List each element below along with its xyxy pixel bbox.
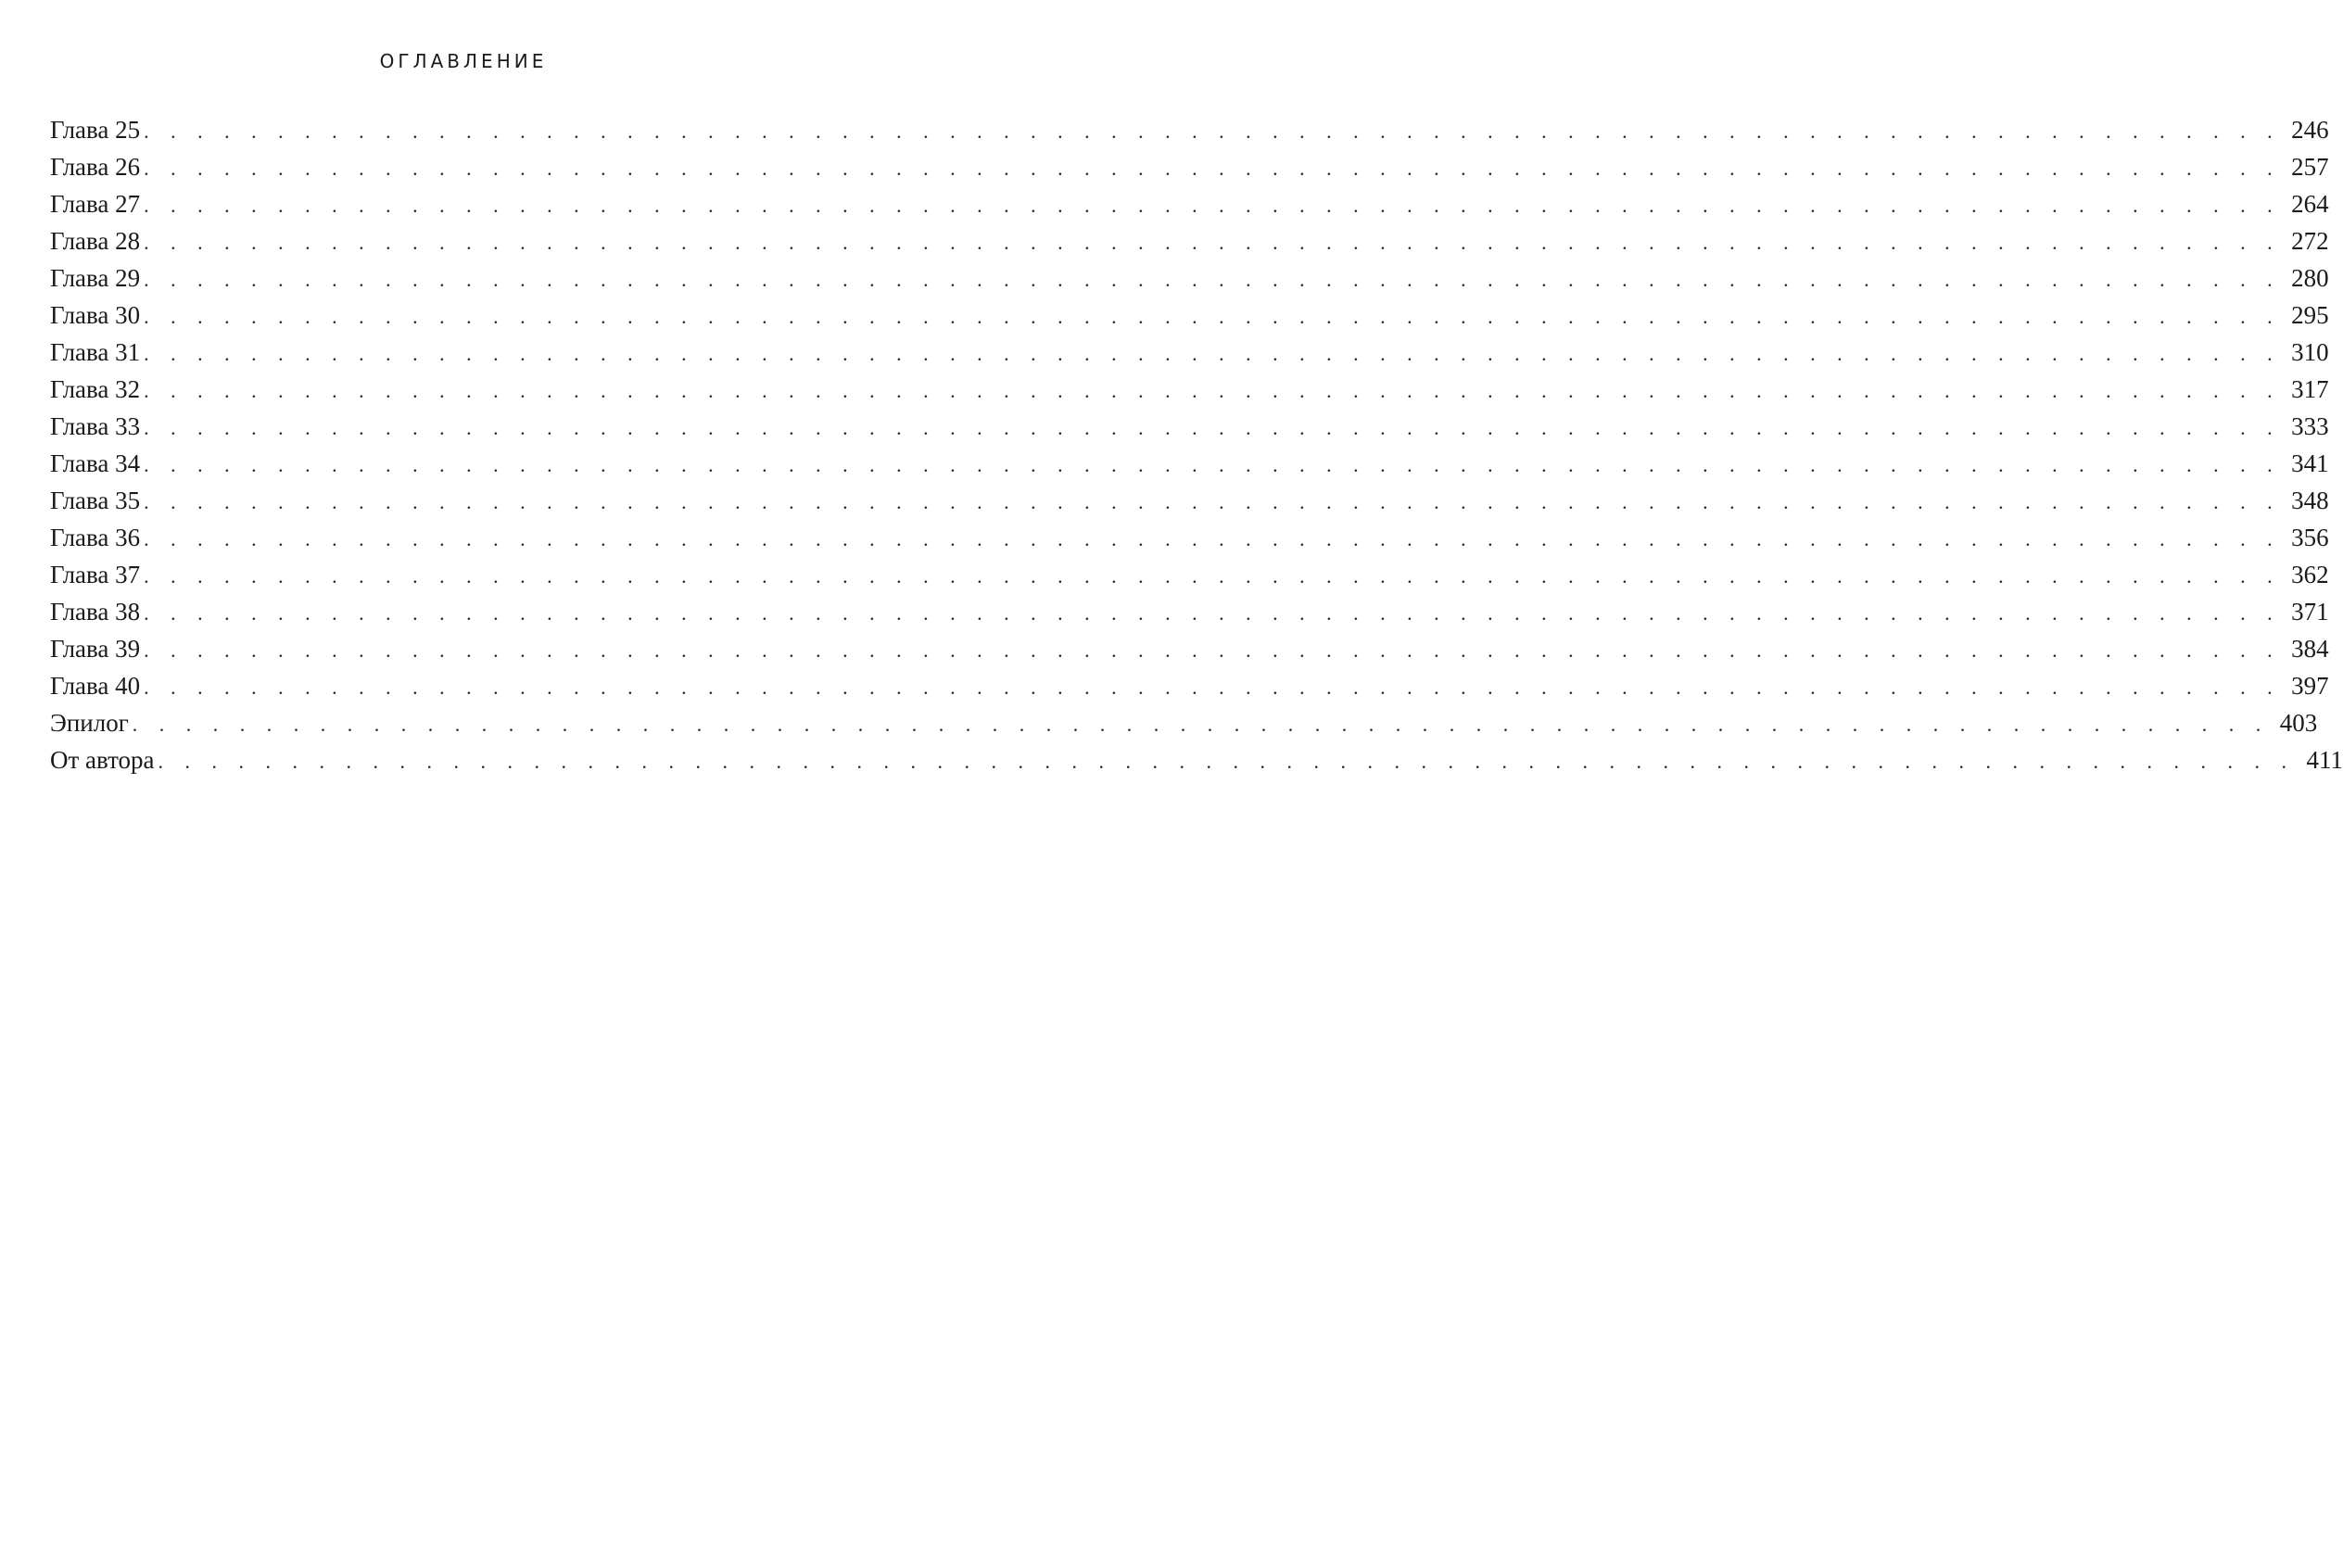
toc-entry-title: Глава 33 bbox=[50, 412, 141, 440]
toc-entry bbox=[50, 297, 2329, 334]
toc-entry-page-number: 411 bbox=[2306, 746, 2343, 774]
toc-dot-leader: . . . . . . . . . . . . . . . . . . . . . . . . . . . . . . . . . . . . . . . . . . . . . . . . . . . . . . . . . . . . . . . . . . . . . . . . . . . . . . . . bbox=[144, 564, 2281, 588]
toc-dot-leader: . . . . . . . . . . . . . . . . . . . . . . . . . . . . . . . . . . . . . . . . . . . . . . . . . . . . . . . . . . . . . . . . . . . . . . . . . . . . . . . . bbox=[144, 490, 2281, 513]
toc-entry-title: Глава 38 bbox=[50, 598, 141, 626]
toc-entry bbox=[50, 408, 2329, 445]
toc-entry-page-number: 295 bbox=[2291, 301, 2329, 329]
toc-entry-page-number: 403 bbox=[2279, 709, 2318, 737]
toc-entry-page-number: 341 bbox=[2291, 449, 2329, 477]
toc-entry-title: Глава 34 bbox=[50, 449, 141, 477]
toc-entry-title: Глава 32 bbox=[50, 375, 141, 403]
toc-entry-page-number: 333 bbox=[2291, 412, 2329, 440]
toc-dot-leader: . . . . . . . . . . . . . . . . . . . . . . . . . . . . . . . . . . . . . . . . . . . . . . . . . . . . . . . . . . . . . . . . . . . . . . . . . . . . . . . . bbox=[144, 120, 2281, 143]
toc-entry-title: Глава 36 bbox=[50, 524, 141, 551]
toc-entry bbox=[50, 482, 2329, 519]
toc-dot-leader: . . . . . . . . . . . . . . . . . . . . . . . . . . . . . . . . . . . . . . . . . . . . . . . . . . . . . . . . . . . . . . . . . . . . . . . . . . . . . . . . bbox=[144, 342, 2281, 365]
toc-entry bbox=[50, 111, 2329, 148]
toc-dot-leader: . . . . . . . . . . . . . . . . . . . . . . . . . . . . . . . . . . . . . . . . . . . . . . . . . . . . . . . . . . . . . . . . . . . . . . . . . . . . . . . . bbox=[144, 639, 2281, 662]
toc-entry bbox=[50, 222, 2329, 259]
toc-dot-leader: . . . . . . . . . . . . . . . . . . . . . . . . . . . . . . . . . . . . . . . . . . . . . . . . . . . . . . . . . . . . . . . . . . . . . . . . . . . . . . . . bbox=[144, 231, 2281, 254]
toc-entry-page-number: 362 bbox=[2291, 561, 2329, 588]
toc-entry bbox=[50, 556, 2329, 593]
toc-dot-leader: . . . . . . . . . . . . . . . . . . . . . . . . . . . . . . . . . . . . . . . . . . . . . . . . . . . . . . . . . . . . . . . . . . . . . . . . . . . . . . . . bbox=[144, 194, 2281, 217]
toc-dot-leader: . . . . . . . . . . . . . . . . . . . . . . . . . . . . . . . . . . . . . . . . . . . . . . . . . . . . . . . . . . . . . . . . . . . . . . . . . . . . . . . . bbox=[144, 268, 2281, 291]
toc-dot-leader: . . . . . . . . . . . . . . . . . . . . . . . . . . . . . . . . . . . . . . . . . . . . . . . . . . . . . . . . . . . . . . . . . . . . . . . . . . . . . . . . bbox=[144, 157, 2281, 180]
toc-entry bbox=[50, 630, 2329, 667]
toc-entry-page-number: 317 bbox=[2291, 375, 2329, 403]
toc-dot-leader: . . . . . . . . . . . . . . . . . . . . . . . . . . . . . . . . . . . . . . . . . . . . . . . . . . . . . . . . . . . . . . . . . . . . . . . . . . . . . . . . bbox=[144, 305, 2281, 328]
toc-entry-page-number: 257 bbox=[2291, 153, 2329, 181]
toc-entry-title: Глава 37 bbox=[50, 561, 141, 588]
toc-entry-page-number: 397 bbox=[2291, 672, 2329, 700]
toc-entry-title: Глава 27 bbox=[50, 190, 141, 218]
table-of-contents bbox=[50, 111, 2343, 778]
toc-entry-page-number: 280 bbox=[2291, 264, 2329, 292]
toc-dot-leader: . . . . . . . . . . . . . . . . . . . . . . . . . . . . . . . . . . . . . . . . . . . . . . . . . . . . . . . . . . . . . . . . . . . . . . . . . . . . . . . . bbox=[132, 713, 2270, 736]
toc-dot-leader: . . . . . . . . . . . . . . . . . . . . . . . . . . . . . . . . . . . . . . . . . . . . . . . . . . . . . . . . . . . . . . . . . . . . . . . . . . . . . . . . bbox=[144, 676, 2281, 699]
page-title: ОГЛАВЛЕНИЕ bbox=[379, 50, 548, 72]
toc-entry-title: Глава 31 bbox=[50, 338, 141, 366]
toc-entry-page-number: 348 bbox=[2291, 487, 2329, 514]
toc-entry bbox=[50, 445, 2329, 482]
toc-entry-title: Глава 40 bbox=[50, 672, 141, 700]
toc-entry-page-number: 272 bbox=[2291, 227, 2329, 255]
toc-entry-title: Глава 35 bbox=[50, 487, 141, 514]
toc-dot-leader: . . . . . . . . . . . . . . . . . . . . . . . . . . . . . . . . . . . . . . . . . . . . . . . . . . . . . . . . . . . . . . . . . . . . . . . . . . . . . . . . bbox=[144, 379, 2281, 402]
toc-dot-leader: . . . . . . . . . . . . . . . . . . . . . . . . . . . . . . . . . . . . . . . . . . . . . . . . . . . . . . . . . . . . . . . . . . . . . . . . . . . . . . . . bbox=[144, 453, 2281, 476]
toc-entry-title: Глава 29 bbox=[50, 264, 141, 292]
toc-entry bbox=[50, 704, 2318, 741]
toc-entry-page-number: 310 bbox=[2291, 338, 2329, 366]
toc-dot-leader: . . . . . . . . . . . . . . . . . . . . . . . . . . . . . . . . . . . . . . . . . . . . . . . . . . . . . . . . . . . . . . . . . . . . . . . . . . . . . . . . bbox=[158, 750, 2296, 773]
toc-entry-page-number: 384 bbox=[2291, 635, 2329, 663]
toc-entry bbox=[50, 519, 2329, 556]
toc-entry bbox=[50, 741, 2343, 778]
toc-entry bbox=[50, 371, 2329, 408]
toc-entry bbox=[50, 148, 2329, 185]
toc-entry-title: Глава 39 bbox=[50, 635, 141, 663]
toc-entry-title: Глава 26 bbox=[50, 153, 141, 181]
toc-entry bbox=[50, 667, 2329, 704]
toc-entry bbox=[50, 593, 2329, 630]
toc-dot-leader: . . . . . . . . . . . . . . . . . . . . . . . . . . . . . . . . . . . . . . . . . . . . . . . . . . . . . . . . . . . . . . . . . . . . . . . . . . . . . . . . bbox=[144, 416, 2281, 439]
toc-entry-page-number: 246 bbox=[2291, 116, 2329, 144]
toc-entry-title: Глава 30 bbox=[50, 301, 141, 329]
toc-dot-leader: . . . . . . . . . . . . . . . . . . . . . . . . . . . . . . . . . . . . . . . . . . . . . . . . . . . . . . . . . . . . . . . . . . . . . . . . . . . . . . . . bbox=[144, 527, 2281, 550]
toc-entry-title: Глава 28 bbox=[50, 227, 141, 255]
toc-entry bbox=[50, 185, 2329, 222]
toc-entry-title: Глава 25 bbox=[50, 116, 141, 144]
toc-entry-title: От автора bbox=[50, 746, 155, 774]
toc-entry bbox=[50, 334, 2329, 371]
toc-entry bbox=[50, 259, 2329, 297]
toc-entry-page-number: 371 bbox=[2291, 598, 2329, 626]
toc-dot-leader: . . . . . . . . . . . . . . . . . . . . . . . . . . . . . . . . . . . . . . . . . . . . . . . . . . . . . . . . . . . . . . . . . . . . . . . . . . . . . . . . bbox=[144, 601, 2281, 625]
toc-entry-page-number: 264 bbox=[2291, 190, 2329, 218]
toc-entry-page-number: 356 bbox=[2291, 524, 2329, 551]
toc-entry-title: Эпилог bbox=[50, 709, 129, 737]
